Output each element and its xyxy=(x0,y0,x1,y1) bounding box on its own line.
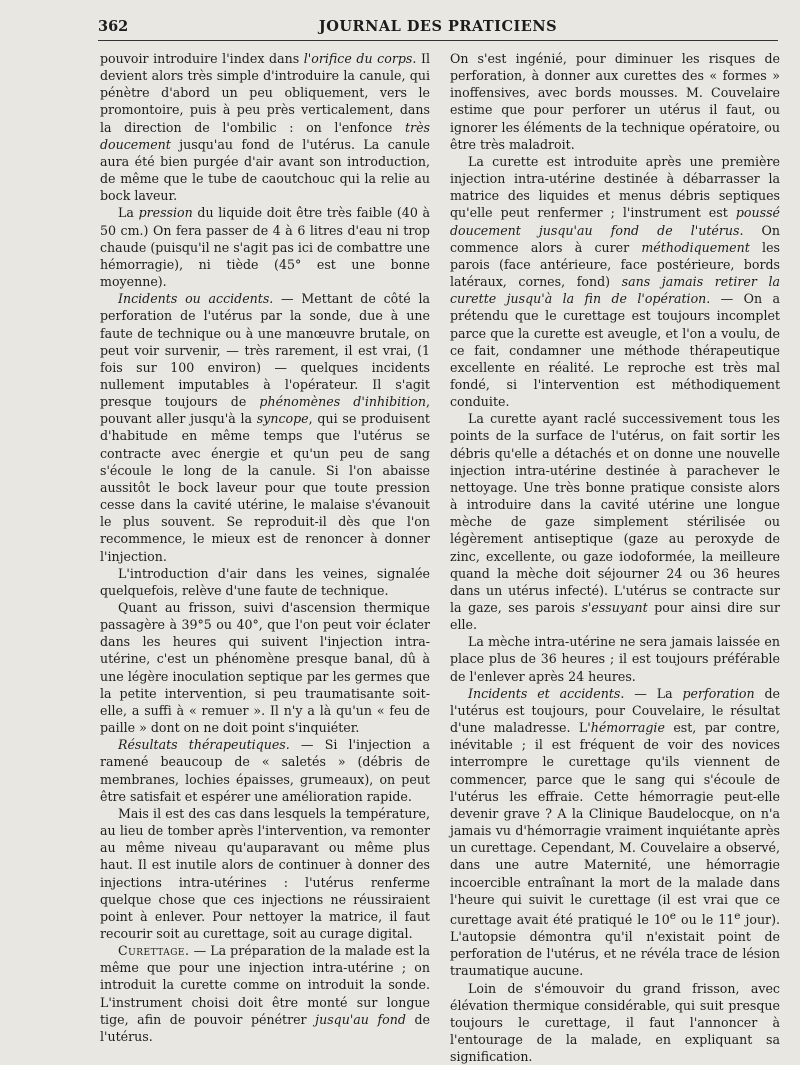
paragraph: Loin de s'émouvoir du grand frisson, avec élévation thermique considérable, qui suit presque toujours le curettage, il faut l'annoncer à l'entourage de la malade, en expliquant sa signification. xyxy=(450,980,780,1065)
section-heading: Résultats thérapeutiques. xyxy=(118,737,290,753)
paragraph: Curettage. — La préparation de la malade est la même que pour une injection intra-utérine ; on introduit la curette comme on introduit la sonde. L'instrument choisi doit être monté sur longue tige, afin de pouvoir pénétrer jusqu'au fond de l'utérus. xyxy=(100,943,430,1044)
right-column xyxy=(450,50,780,1065)
paragraph: La curette est introduite après une première injection intra-utérine destinée à débarrasser la matrice des liquides et menus débris septiques qu'elle peut renfermer ; l'instrument est poussé doucement jusqu'au fond de l'utérus. On commence alors à curer méthodiquement les parois (face antérieure, face postérieure, bords latéraux, cornes, fond) sans jamais retirer la curette jusqu'à la fin de l'opération. — On a prétendu que le curettage est toujours incomplet parce que la curette est aveugle, et l'on a voulu, de ce fait, condamner une méthode thérapeutique excellente en réalité. Le reproche est très mal fondé, si l'intervention est méthodiquement conduite. xyxy=(450,153,780,410)
paragraph: Quant au frisson, suivi d'ascension thermique passagère à 39°5 ou 40°, que l'on peut voir éclater dans les heures qui suivent l'injection intra-utérine, c'est un phénomène presque banal, dû à une légère inoculation septique par les germes que la petite intervention, si peu traumatisante soit-elle, a suffi à « remuer ». Il n'y a là qu'un « feu de paille » dont on ne doit point s'inquiéter. xyxy=(100,600,430,736)
paragraph: La curette ayant raclé successivement tous les points de la surface de l'utérus, on fait sortir les débris qu'elle a détachés et on donne une nouvelle injection intra-utérine destinée à parachever le nettoyage. Une très bonne pratique consiste alors à introduire dans la cavité utérine une longue mèche de gaze simplement stérilisée ou légèrement antiseptique (gaze au peroxyde de zinc, excellente, ou gaze iodoformée, la meilleure quand la mèche doit séjourner 24 ou 36 heures dans un utérus infecté). L'utérus se contracte sur la gaze, ses parois s'essuyant pour ainsi dire sur elle. xyxy=(450,411,780,633)
paragraph: L'introduction d'air dans les veines, signalée quelquefois, relève d'une faute de technique. xyxy=(100,565,430,598)
section-heading: Incidents ou accidents. xyxy=(118,291,274,307)
paragraph: Incidents ou accidents. — Mettant de côté la perforation de l'utérus par la sonde, due à une faute de technique ou à une manœuvre brutale, on peut voir survenir, — très rarement, il est vrai, (1 fois sur 100 environ) — quelques incidents nullement imputables à l'opérateur. Il s'agit presque toujours de phénomènes d'inhibition, pouvant aller jusqu'à la syncope, qui se produisent d'habitude en même temps que l'utérus se contracte avec énergie et qu'un peu de sang s'écoule le long de la canule. Si l'on abaisse aussitôt le bock laveur pour que toute pression cesse dans la cavité utérine, le malaise s'évanouit le plus souvent. Se reproduit-il dès que l'on recommence, le mieux est de renoncer à donner l'injection. xyxy=(100,291,430,564)
paragraph: La pression du liquide doit être très faible (40 à 50 cm.) On fera passer de 4 à 6 litres d'eau ni trop chaude (puisqu'il ne s'agit pas ici de combattre une hémorragie), ni tiède (45° est une bonne moyenne). xyxy=(100,205,431,290)
page-header xyxy=(98,10,778,41)
paragraph: Résultats thérapeutiques. — Si l'injection a ramené beaucoup de « saletés » (débris de membranes, lochies épaisses, grumeaux), on peut être satisfait et espérer une amélioration rapide. xyxy=(100,737,431,804)
journal-title: JOURNAL DES PRATICIENS xyxy=(318,18,558,35)
section-heading: Incidents et accidents. xyxy=(468,685,625,701)
page-number: 362 xyxy=(98,18,129,35)
paragraph: Incidents et accidents. — La perforation de l'utérus est toujours, pour Couvelaire, le résultat d'une maladresse. L'hémorragie est, par contre, inévitable ; il est fréquent de voir des novices interrompre le curettage qu'ils viennent de commencer, parce que le sang qui s'écoule de l'utérus les effraie. Cette hémorragie peut-elle devenir grave ? A la Clinique Baudelocque, on n'a jamais vu d'hémorragie vraiment inquiétante après un curettage. Cependant, M. Couvelaire a observé, dans une autre Maternité, une hémorragie incoercible entraînant la mort de la malade dans l'heure qui suivit le curettage (il est vrai que ce curettage avait été pratiqué le 10e ou le 11e jour). L'autopsie démontra qu'il n'existait point de perforation de l'utérus, et ne révéla trace de lésion traumatique aucune. xyxy=(450,685,780,979)
paragraph: Mais il est des cas dans lesquels la température, au lieu de tomber après l'intervention, va remonter au même niveau qu'auparavant ou même plus haut. Il est inutile alors de continuer à donner des injections intra-utérines : l'utérus renferme quelque chose que ces injections ne réussiraient point à enlever. Pour nettoyer la matrice, il faut recourir soit au curettage, soit au curage digital. xyxy=(100,805,430,941)
section-heading: Curettage. xyxy=(118,943,190,959)
paragraph: On s'est ingénié, pour diminuer les risques de perforation, à donner aux curettes des « formes » inoffensives, avec bords mousses. M. Couvelaire estime que pour perforer un utérus il faut, ou ignorer les éléments de la technique opératoire, ou être très maladroit. xyxy=(450,51,780,152)
paragraph: La mèche intra-utérine ne sera jamais laissée en place plus de 36 heures ; il est toujours préférable de l'enlever après 24 heures. xyxy=(450,634,780,684)
paragraph: pouvoir introduire l'index dans l'orifice du corps. Il devient alors très simple d'introduire la canule, qui pénètre d'abord un peu obliquement, vers le promontoire, puis à peu près verticalement, dans la direction de l'ombilic : on l'enfonce très doucement jusqu'au fond de l'utérus. La canule aura été bien purgée d'air avant son introduction, de même que le tube de caoutchouc qui la relie au bock laveur. xyxy=(100,51,430,204)
left-column xyxy=(100,50,430,1045)
